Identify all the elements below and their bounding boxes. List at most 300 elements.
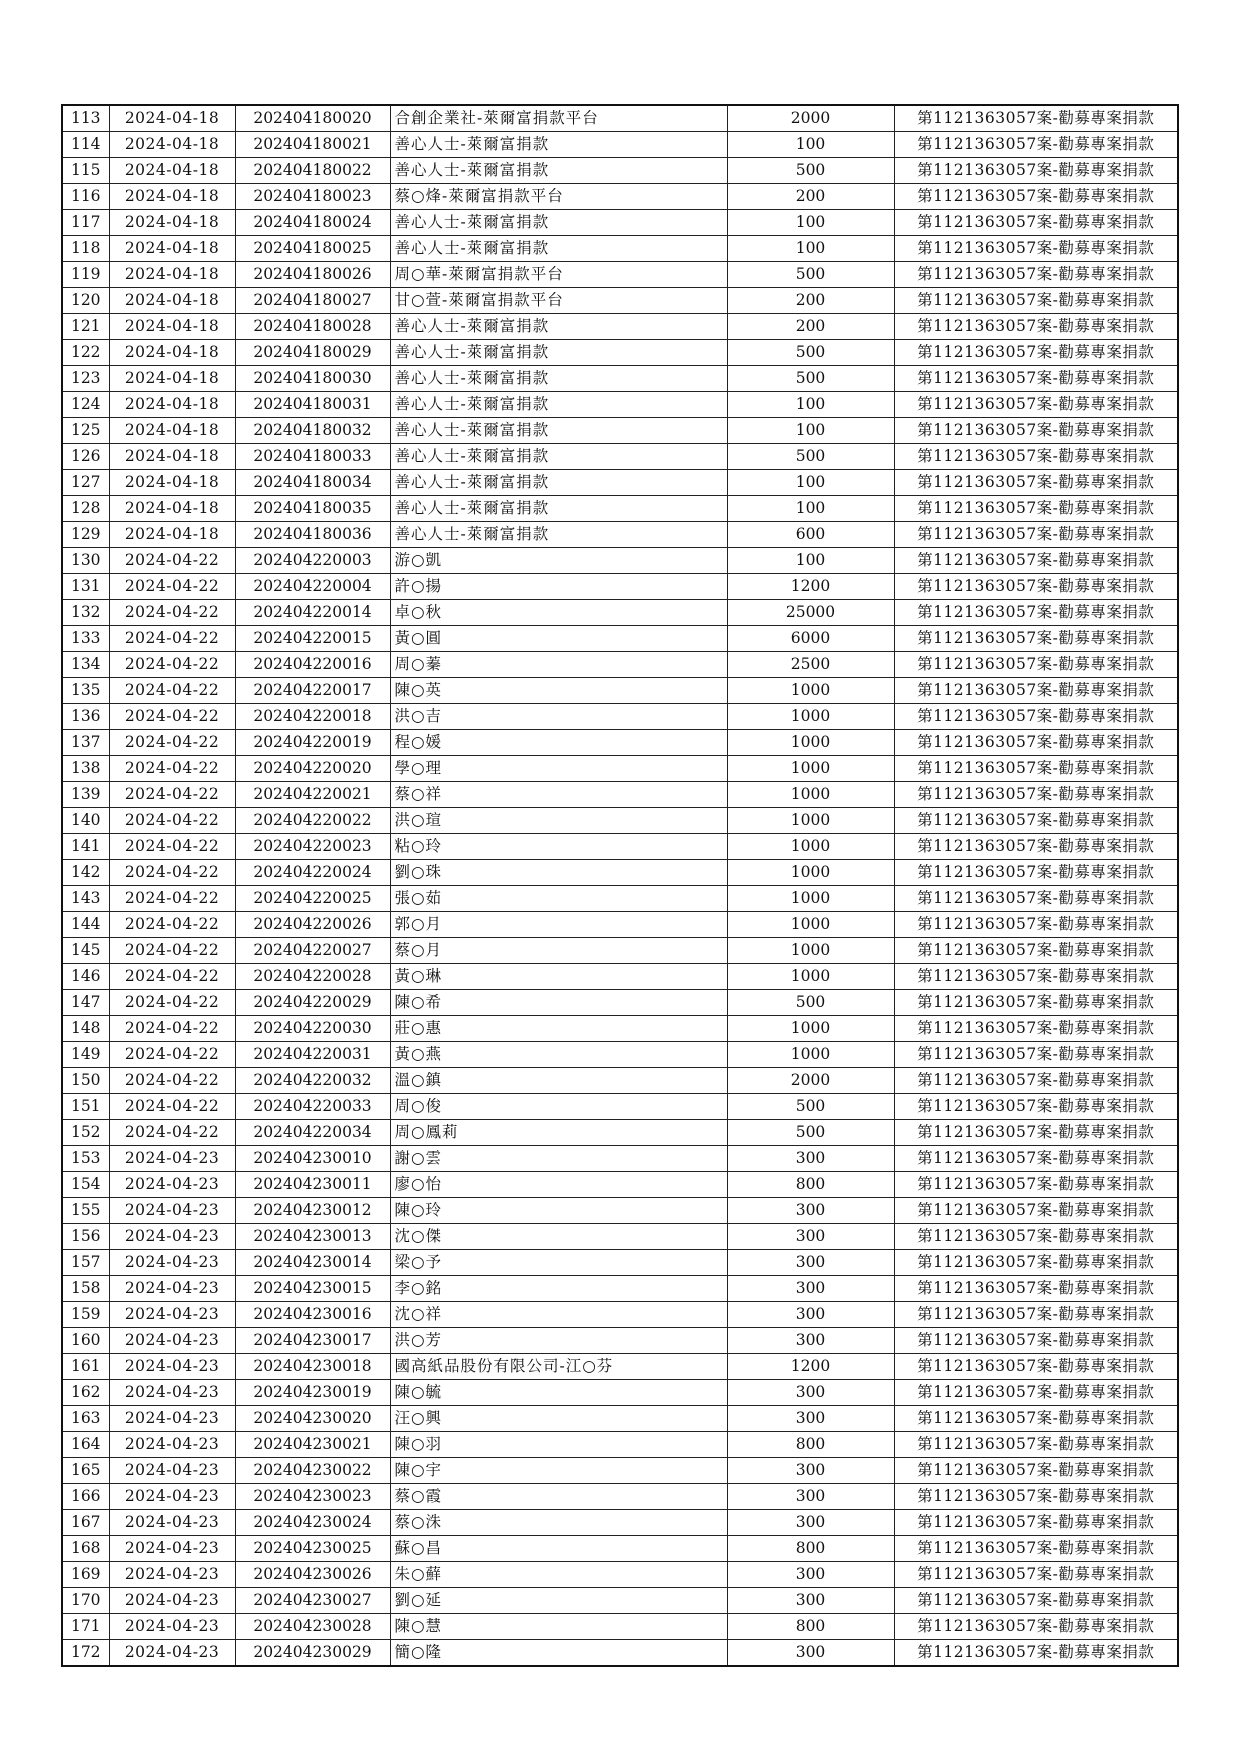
table-row [62,132,1178,158]
table-row [62,808,1178,834]
donation-amount: 1000 [727,1042,894,1068]
receipt-number: 202404220004 [235,574,390,600]
donation-note: 第1121363057案-勸募專案捐款 [894,366,1178,392]
receipt-number: 202404180031 [235,392,390,418]
row-number: 164 [62,1432,109,1458]
donation-note: 第1121363057案-勸募專案捐款 [894,990,1178,1016]
donation-note: 第1121363057案-勸募專案捐款 [894,236,1178,262]
donor-name: 黃○燕 [390,1042,727,1068]
donation-amount: 800 [727,1536,894,1562]
table-row [62,1198,1178,1224]
receipt-number: 202404220016 [235,652,390,678]
row-number: 133 [62,626,109,652]
donor-name: 游○凱 [390,548,727,574]
receipt-number: 202404220025 [235,886,390,912]
table-row [62,1354,1178,1380]
row-number: 115 [62,158,109,184]
receipt-number: 202404230027 [235,1588,390,1614]
donation-amount: 300 [727,1510,894,1536]
row-number: 121 [62,314,109,340]
row-number: 144 [62,912,109,938]
donation-amount: 1000 [727,730,894,756]
donation-amount: 300 [727,1562,894,1588]
donor-name: 善心人士-萊爾富捐款 [390,210,727,236]
receipt-number: 202404220020 [235,756,390,782]
table-row [62,1406,1178,1432]
donation-note: 第1121363057案-勸募專案捐款 [894,1510,1178,1536]
donation-amount: 300 [727,1484,894,1510]
donation-date: 2024-04-22 [109,782,235,808]
donation-date: 2024-04-23 [109,1198,235,1224]
row-number: 141 [62,834,109,860]
donation-note: 第1121363057案-勸募專案捐款 [894,210,1178,236]
receipt-number: 202404220028 [235,964,390,990]
table-row [62,1432,1178,1458]
table-row [62,262,1178,288]
row-number: 117 [62,210,109,236]
donation-note: 第1121363057案-勸募專案捐款 [894,1120,1178,1146]
row-number: 169 [62,1562,109,1588]
donation-amount: 300 [727,1406,894,1432]
donor-name: 蔡○霞 [390,1484,727,1510]
donation-note: 第1121363057案-勸募專案捐款 [894,418,1178,444]
table-row [62,1146,1178,1172]
row-number: 161 [62,1354,109,1380]
row-number: 140 [62,808,109,834]
donation-date: 2024-04-22 [109,574,235,600]
donor-name: 陳○羽 [390,1432,727,1458]
row-number: 157 [62,1250,109,1276]
donor-name: 程○媛 [390,730,727,756]
donor-name: 粘○玲 [390,834,727,860]
receipt-number: 202404230018 [235,1354,390,1380]
donation-note: 第1121363057案-勸募專案捐款 [894,1198,1178,1224]
receipt-number: 202404220014 [235,600,390,626]
donor-name: 廖○怡 [390,1172,727,1198]
donor-name: 蔡○祥 [390,782,727,808]
donation-amount: 300 [727,1640,894,1667]
donation-date: 2024-04-22 [109,548,235,574]
receipt-number: 202404220023 [235,834,390,860]
receipt-number: 202404180028 [235,314,390,340]
donation-note: 第1121363057案-勸募專案捐款 [894,314,1178,340]
table-row [62,1510,1178,1536]
row-number: 120 [62,288,109,314]
table-row [62,1458,1178,1484]
donation-date: 2024-04-22 [109,626,235,652]
receipt-number: 202404180024 [235,210,390,236]
receipt-number: 202404230011 [235,1172,390,1198]
donation-amount: 500 [727,340,894,366]
donation-date: 2024-04-22 [109,1016,235,1042]
donor-name: 合創企業社-萊爾富捐款平台 [390,105,727,132]
donation-date: 2024-04-22 [109,834,235,860]
donation-amount: 500 [727,262,894,288]
donation-amount: 200 [727,288,894,314]
donation-note: 第1121363057案-勸募專案捐款 [894,340,1178,366]
donation-date: 2024-04-23 [109,1250,235,1276]
donation-amount: 2500 [727,652,894,678]
table-row [62,496,1178,522]
donor-name: 陳○玲 [390,1198,727,1224]
row-number: 124 [62,392,109,418]
donation-amount: 1000 [727,808,894,834]
row-number: 172 [62,1640,109,1667]
receipt-number: 202404230028 [235,1614,390,1640]
row-number: 135 [62,678,109,704]
table-row [62,1276,1178,1302]
table-row [62,574,1178,600]
donation-amount: 1000 [727,756,894,782]
receipt-number: 202404180029 [235,340,390,366]
donor-name: 李○銘 [390,1276,727,1302]
table-row [62,1120,1178,1146]
donation-date: 2024-04-23 [109,1432,235,1458]
donation-date: 2024-04-18 [109,522,235,548]
receipt-number: 202404220018 [235,704,390,730]
donor-name: 陳○英 [390,678,727,704]
table-row [62,1172,1178,1198]
donation-date: 2024-04-22 [109,860,235,886]
donation-amount: 300 [727,1276,894,1302]
donor-name: 蔡○洙 [390,1510,727,1536]
donation-amount: 100 [727,132,894,158]
donation-date: 2024-04-23 [109,1406,235,1432]
table-row [62,210,1178,236]
receipt-number: 202404180027 [235,288,390,314]
donation-note: 第1121363057案-勸募專案捐款 [894,782,1178,808]
donation-date: 2024-04-22 [109,678,235,704]
table-row [62,1328,1178,1354]
donation-amount: 300 [727,1302,894,1328]
donation-date: 2024-04-22 [109,1068,235,1094]
table-row [62,1250,1178,1276]
donation-date: 2024-04-18 [109,158,235,184]
donation-note: 第1121363057案-勸募專案捐款 [894,548,1178,574]
donation-note: 第1121363057案-勸募專案捐款 [894,574,1178,600]
table-row [62,314,1178,340]
donation-amount: 500 [727,444,894,470]
donation-date: 2024-04-18 [109,340,235,366]
donor-name: 周○俊 [390,1094,727,1120]
donor-name: 善心人士-萊爾富捐款 [390,340,727,366]
receipt-number: 202404220029 [235,990,390,1016]
receipt-number: 202404220031 [235,1042,390,1068]
row-number: 162 [62,1380,109,1406]
donation-amount: 1000 [727,964,894,990]
row-number: 155 [62,1198,109,1224]
donor-name: 善心人士-萊爾富捐款 [390,392,727,418]
donation-amount: 100 [727,236,894,262]
receipt-number: 202404230020 [235,1406,390,1432]
receipt-number: 202404180033 [235,444,390,470]
donor-name: 張○茹 [390,886,727,912]
donation-note: 第1121363057案-勸募專案捐款 [894,1536,1178,1562]
table-row [62,886,1178,912]
donation-amount: 1200 [727,1354,894,1380]
donation-amount: 300 [727,1328,894,1354]
table-row [62,938,1178,964]
row-number: 151 [62,1094,109,1120]
ledger-body [62,105,1178,1666]
row-number: 159 [62,1302,109,1328]
receipt-number: 202404230029 [235,1640,390,1667]
row-number: 127 [62,470,109,496]
table-row [62,1536,1178,1562]
donation-note: 第1121363057案-勸募專案捐款 [894,834,1178,860]
receipt-number: 202404180030 [235,366,390,392]
table-row [62,1562,1178,1588]
donation-note: 第1121363057案-勸募專案捐款 [894,886,1178,912]
row-number: 136 [62,704,109,730]
donor-name: 善心人士-萊爾富捐款 [390,470,727,496]
donor-name: 善心人士-萊爾富捐款 [390,314,727,340]
receipt-number: 202404220034 [235,1120,390,1146]
receipt-number: 202404180022 [235,158,390,184]
receipt-number: 202404220024 [235,860,390,886]
donation-note: 第1121363057案-勸募專案捐款 [894,1016,1178,1042]
donation-note: 第1121363057案-勸募專案捐款 [894,1640,1178,1667]
donor-name: 許○揚 [390,574,727,600]
receipt-number: 202404230022 [235,1458,390,1484]
donation-date: 2024-04-22 [109,704,235,730]
donation-date: 2024-04-22 [109,912,235,938]
receipt-number: 202404230015 [235,1276,390,1302]
receipt-number: 202404230016 [235,1302,390,1328]
donor-name: 國高紙品股份有限公司-江○芬 [390,1354,727,1380]
table-row [62,1094,1178,1120]
receipt-number: 202404230012 [235,1198,390,1224]
table-row [62,522,1178,548]
donation-note: 第1121363057案-勸募專案捐款 [894,1458,1178,1484]
donation-date: 2024-04-18 [109,314,235,340]
receipt-number: 202404230013 [235,1224,390,1250]
row-number: 116 [62,184,109,210]
donor-name: 善心人士-萊爾富捐款 [390,522,727,548]
row-number: 171 [62,1614,109,1640]
donation-date: 2024-04-18 [109,470,235,496]
donation-date: 2024-04-18 [109,288,235,314]
donor-name: 周○華-萊爾富捐款平台 [390,262,727,288]
receipt-number: 202404220021 [235,782,390,808]
donation-date: 2024-04-23 [109,1484,235,1510]
donation-note: 第1121363057案-勸募專案捐款 [894,1380,1178,1406]
donor-name: 甘○萱-萊爾富捐款平台 [390,288,727,314]
row-number: 132 [62,600,109,626]
row-number: 156 [62,1224,109,1250]
donation-amount: 1000 [727,886,894,912]
table-row [62,1640,1178,1667]
row-number: 153 [62,1146,109,1172]
donation-note: 第1121363057案-勸募專案捐款 [894,1406,1178,1432]
table-row [62,990,1178,1016]
donation-note: 第1121363057案-勸募專案捐款 [894,1068,1178,1094]
donation-note: 第1121363057案-勸募專案捐款 [894,756,1178,782]
donation-note: 第1121363057案-勸募專案捐款 [894,1276,1178,1302]
receipt-number: 202404180026 [235,262,390,288]
donation-date: 2024-04-22 [109,1120,235,1146]
table-row [62,366,1178,392]
donor-name: 陳○慧 [390,1614,727,1640]
donation-note: 第1121363057案-勸募專案捐款 [894,496,1178,522]
donation-amount: 2000 [727,105,894,132]
donation-date: 2024-04-18 [109,132,235,158]
row-number: 123 [62,366,109,392]
row-number: 131 [62,574,109,600]
donation-note: 第1121363057案-勸募專案捐款 [894,600,1178,626]
row-number: 152 [62,1120,109,1146]
donation-date: 2024-04-22 [109,652,235,678]
row-number: 147 [62,990,109,1016]
donation-note: 第1121363057案-勸募專案捐款 [894,1302,1178,1328]
receipt-number: 202404230019 [235,1380,390,1406]
donation-date: 2024-04-23 [109,1614,235,1640]
donor-name: 洪○瑄 [390,808,727,834]
receipt-number: 202404230014 [235,1250,390,1276]
donor-name: 洪○吉 [390,704,727,730]
donation-note: 第1121363057案-勸募專案捐款 [894,1562,1178,1588]
donation-note: 第1121363057案-勸募專案捐款 [894,912,1178,938]
donation-note: 第1121363057案-勸募專案捐款 [894,730,1178,756]
donor-name: 善心人士-萊爾富捐款 [390,496,727,522]
donation-ledger-page [61,104,1177,1667]
donation-date: 2024-04-22 [109,1042,235,1068]
donation-amount: 300 [727,1224,894,1250]
table-row [62,184,1178,210]
donation-date: 2024-04-22 [109,1094,235,1120]
donor-name: 善心人士-萊爾富捐款 [390,158,727,184]
receipt-number: 202404220019 [235,730,390,756]
table-row [62,105,1178,132]
table-row [62,1224,1178,1250]
donor-name: 陳○宇 [390,1458,727,1484]
donation-amount: 1000 [727,782,894,808]
row-number: 158 [62,1276,109,1302]
donation-note: 第1121363057案-勸募專案捐款 [894,158,1178,184]
donor-name: 周○鳳莉 [390,1120,727,1146]
donation-date: 2024-04-18 [109,444,235,470]
donation-amount: 2000 [727,1068,894,1094]
donation-date: 2024-04-23 [109,1458,235,1484]
receipt-number: 202404220033 [235,1094,390,1120]
donation-date: 2024-04-23 [109,1536,235,1562]
donation-note: 第1121363057案-勸募專案捐款 [894,1432,1178,1458]
row-number: 148 [62,1016,109,1042]
donation-date: 2024-04-23 [109,1224,235,1250]
donor-name: 郭○月 [390,912,727,938]
donation-note: 第1121363057案-勸募專案捐款 [894,938,1178,964]
donation-note: 第1121363057案-勸募專案捐款 [894,1172,1178,1198]
table-row [62,392,1178,418]
row-number: 118 [62,236,109,262]
donation-ledger-table [61,104,1179,1667]
donation-note: 第1121363057案-勸募專案捐款 [894,470,1178,496]
donor-name: 陳○希 [390,990,727,1016]
donor-name: 梁○予 [390,1250,727,1276]
table-row [62,652,1178,678]
donation-date: 2024-04-22 [109,756,235,782]
table-row [62,548,1178,574]
donor-name: 汪○興 [390,1406,727,1432]
receipt-number: 202404230023 [235,1484,390,1510]
donation-date: 2024-04-18 [109,366,235,392]
donation-note: 第1121363057案-勸募專案捐款 [894,1588,1178,1614]
donation-note: 第1121363057案-勸募專案捐款 [894,1224,1178,1250]
donor-name: 善心人士-萊爾富捐款 [390,366,727,392]
donation-note: 第1121363057案-勸募專案捐款 [894,678,1178,704]
receipt-number: 202404220022 [235,808,390,834]
table-row [62,678,1178,704]
donor-name: 蔡○月 [390,938,727,964]
receipt-number: 202404180032 [235,418,390,444]
donation-date: 2024-04-23 [109,1302,235,1328]
table-row [62,158,1178,184]
receipt-number: 202404230021 [235,1432,390,1458]
table-row [62,860,1178,886]
row-number: 125 [62,418,109,444]
donation-amount: 200 [727,184,894,210]
donation-amount: 300 [727,1588,894,1614]
table-row [62,470,1178,496]
row-number: 166 [62,1484,109,1510]
donation-amount: 1000 [727,678,894,704]
table-row [62,964,1178,990]
donation-note: 第1121363057案-勸募專案捐款 [894,704,1178,730]
table-row [62,1588,1178,1614]
table-row [62,340,1178,366]
donor-name: 溫○鎮 [390,1068,727,1094]
donation-date: 2024-04-18 [109,236,235,262]
donation-date: 2024-04-22 [109,730,235,756]
donation-note: 第1121363057案-勸募專案捐款 [894,132,1178,158]
table-row [62,756,1178,782]
donation-note: 第1121363057案-勸募專案捐款 [894,105,1178,132]
donation-amount: 200 [727,314,894,340]
row-number: 129 [62,522,109,548]
donor-name: 劉○延 [390,1588,727,1614]
table-row [62,236,1178,262]
donation-date: 2024-04-22 [109,808,235,834]
donation-note: 第1121363057案-勸募專案捐款 [894,1042,1178,1068]
donation-date: 2024-04-18 [109,262,235,288]
donation-amount: 800 [727,1432,894,1458]
row-number: 122 [62,340,109,366]
donation-amount: 6000 [727,626,894,652]
donation-amount: 300 [727,1380,894,1406]
receipt-number: 202404230010 [235,1146,390,1172]
table-row [62,1016,1178,1042]
donation-amount: 500 [727,158,894,184]
donation-date: 2024-04-22 [109,938,235,964]
donation-note: 第1121363057案-勸募專案捐款 [894,522,1178,548]
donation-date: 2024-04-23 [109,1328,235,1354]
donor-name: 黃○圓 [390,626,727,652]
receipt-number: 202404220015 [235,626,390,652]
table-row [62,418,1178,444]
receipt-number: 202404180021 [235,132,390,158]
receipt-number: 202404220017 [235,678,390,704]
donation-amount: 1000 [727,938,894,964]
donor-name: 黃○琳 [390,964,727,990]
receipt-number: 202404220030 [235,1016,390,1042]
receipt-number: 202404180025 [235,236,390,262]
donation-date: 2024-04-23 [109,1588,235,1614]
donor-name: 周○蓁 [390,652,727,678]
donation-note: 第1121363057案-勸募專案捐款 [894,288,1178,314]
donation-date: 2024-04-22 [109,964,235,990]
receipt-number: 202404230017 [235,1328,390,1354]
row-number: 137 [62,730,109,756]
